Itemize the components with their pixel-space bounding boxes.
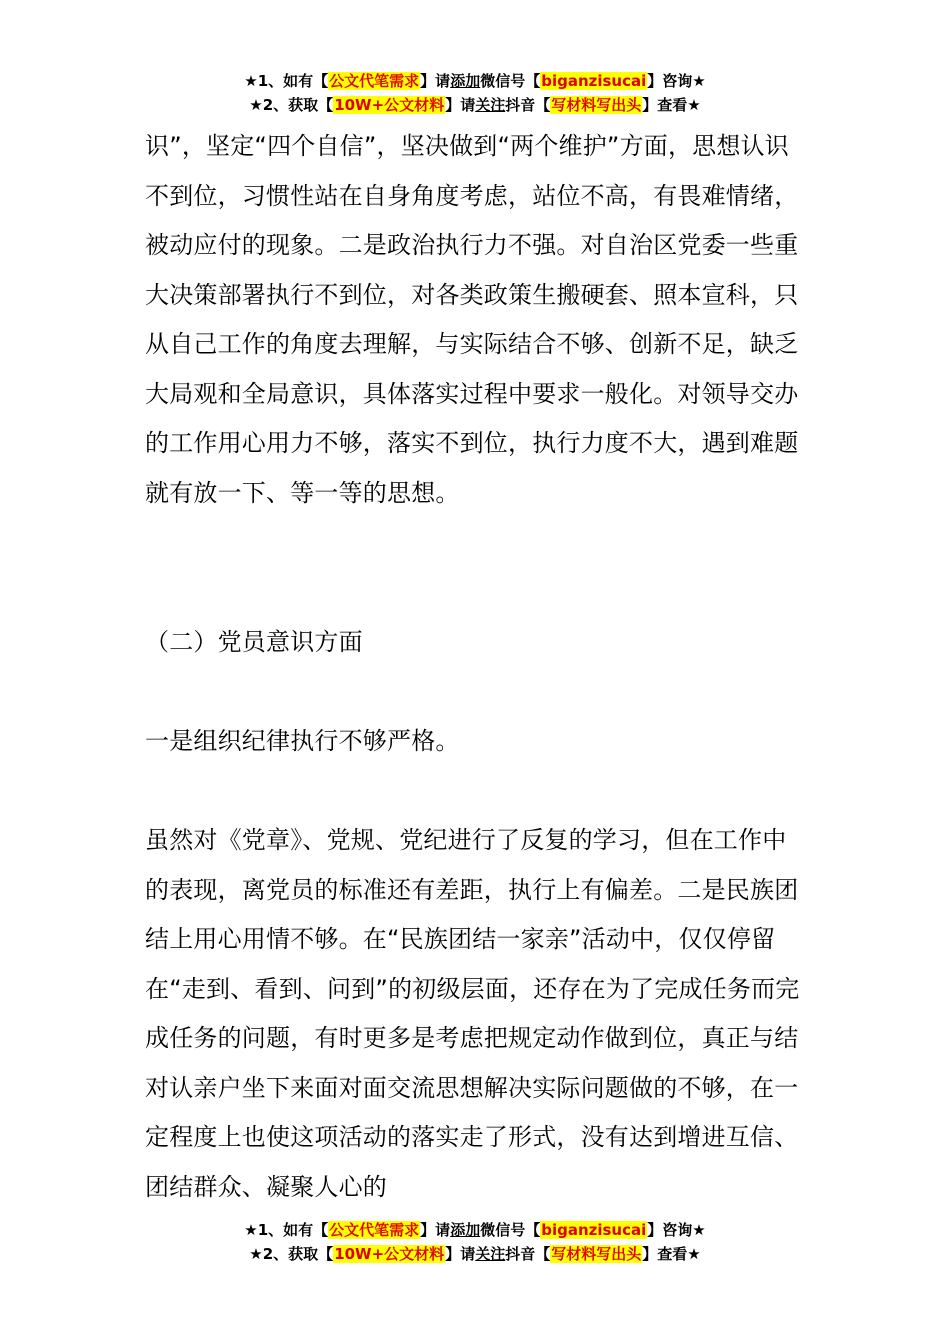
body-paragraph-1: 识”，坚定“四个自信”，坚决做到“两个维护”方面，思想认识不到位，习惯性站在自身角度考虑，站位不高，有畏难情绪，被动应付的现象。二是政治执行力不强。对自治区党委一些重大决策部署执行不到位，对各类政策生搬硬套、照本宣科，只从自己工作的角度去理解，与实际结合不够、创新不足，缺乏大局观和全局意识，具体落实过程中要求一般化。对领导交办的工作用心用力不够，落实不到位，执行力度不大，遇到难题就有放一下、等一等的思想。 [145, 132, 799, 507]
promo-line-1: ★1、如有【公文代笔需求】请添加微信号【biganzisucai】咨询★ [244, 72, 706, 90]
promo-highlight-materials: 10W+公文材料 [334, 96, 445, 114]
bottom-promo-banner [0, 1218, 950, 1266]
promo-highlight-wechat: biganzisucai [541, 72, 647, 90]
promo-highlight-service: 公文代笔需求 [329, 1221, 420, 1239]
promo-highlight-douyin: 写材料写出头 [551, 96, 642, 114]
promo-line-2: ★2、获取【10W+公文材料】请关注抖音【写材料写出头】查看★ [249, 96, 701, 114]
promo-line-2: ★2、获取【10W+公文材料】请关注抖音【写材料写出头】查看★ [249, 1245, 701, 1263]
promo-line-1: ★1、如有【公文代笔需求】请添加微信号【biganzisucai】咨询★ [244, 1221, 706, 1239]
body-paragraph-3: 虽然对《党章》、党规、党纪进行了反复的学习，但在工作中的表现，离党员的标准还有差距，执行上有偏差。二是民族团结上用心用情不够。在“民族团结一家亲”活动中，仅仅停留在“走到、看到、问到”的初级层面，还存在为了完成任务而完成任务的问题，有时更多是考虑把规定动作做到位，真正与结对认亲户坐下来面对面交流思想解决实际问题做的不够，在一定程度上也使这项活动的落实走了形式，没有达到增进互信、团结群众、凝聚人心的 [145, 826, 800, 1201]
body-paragraph-2: 一是组织纪律执行不够严格。 [145, 727, 460, 755]
section-heading-party-awareness: （二）党员意识方面 [145, 628, 363, 656]
promo-highlight-service: 公文代笔需求 [329, 72, 420, 90]
promo-highlight-materials: 10W+公文材料 [334, 1245, 445, 1263]
top-promo-banner [0, 69, 950, 117]
promo-highlight-douyin: 写材料写出头 [551, 1245, 642, 1263]
promo-highlight-wechat: biganzisucai [541, 1221, 647, 1239]
